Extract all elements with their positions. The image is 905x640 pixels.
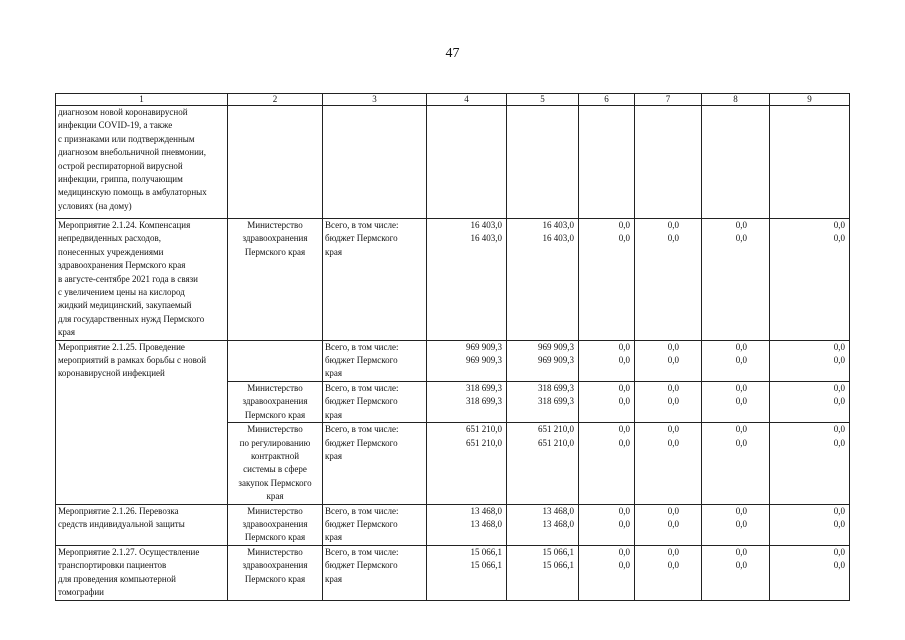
value-col9	[770, 219, 850, 341]
funding-source-cell	[323, 545, 427, 600]
cell-text-line: Пермского края	[244, 532, 306, 543]
empty-cell	[702, 106, 770, 219]
cell-text-line: 0,0	[833, 341, 845, 352]
value-col4	[427, 504, 507, 545]
cell-text-line: 969 909,3	[466, 355, 502, 366]
cell-text-line: 0,0	[735, 560, 747, 571]
cell-text-line: 0,0	[667, 546, 679, 557]
cell-text-line: 13 468,0	[470, 518, 502, 529]
measure-name-cell	[56, 545, 228, 600]
cell-text-line: Пермского края	[244, 246, 306, 257]
cell-text-line: 0,0	[833, 437, 845, 448]
budget-table	[55, 93, 850, 601]
cell-text-line: 0,0	[833, 518, 845, 529]
value-col8	[702, 340, 770, 381]
cell-text-line: 0,0	[618, 424, 630, 435]
value-col9	[770, 381, 850, 422]
cell-text-line: Министерство	[247, 220, 303, 230]
cell-text-line: 0,0	[735, 546, 747, 557]
value-col9	[770, 340, 850, 381]
cell-text-line: Всего, в том числе:	[325, 546, 399, 557]
cell-text-line: здравоохранения	[242, 396, 308, 407]
cell-text-line: Министерство	[247, 505, 303, 516]
cell-text-line: 969 909,3	[538, 355, 574, 366]
cell-text-line: бюджет Пермского	[325, 233, 398, 244]
value-col4	[427, 381, 507, 422]
value-col7	[635, 504, 702, 545]
cell-text-line: 0,0	[667, 382, 679, 393]
cell-text-line: 651 210,0	[466, 437, 502, 448]
cell-text-line: 0,0	[833, 382, 845, 393]
cell-text-line: бюджет Пермского	[325, 518, 398, 529]
header-cell: 4	[427, 94, 507, 106]
cell-text-line: 318 699,3	[466, 382, 502, 393]
cell-text-line: Министерство	[247, 382, 303, 393]
value-col6	[579, 381, 635, 422]
cell-text-line: края	[325, 450, 343, 461]
cell-text-line: контрактной	[250, 450, 300, 461]
cell-text-line: 0,0	[618, 233, 630, 244]
funding-source-cell	[323, 340, 427, 381]
empty-cell	[770, 106, 850, 219]
cell-text-line: средств индивидуальной защиты	[58, 518, 185, 529]
cell-text-line: 0,0	[667, 505, 679, 516]
value-col4	[427, 423, 507, 504]
cell-text-line: 0,0	[833, 233, 845, 244]
cell-text-line: медицинскую помощь в амбулаторных	[58, 187, 207, 198]
cell-text-line: здравоохранения	[242, 233, 308, 244]
cell-text-line: 0,0	[735, 396, 747, 407]
cell-text-line: 15 066,1	[542, 560, 574, 571]
cell-text-line: 0,0	[735, 505, 747, 516]
value-col6	[579, 423, 635, 504]
cell-text-line: 16 403,0	[470, 233, 502, 244]
header-cell: 8	[702, 94, 770, 106]
empty-cell	[228, 106, 323, 219]
cell-text-line: Министерство	[247, 424, 303, 435]
cell-text-line: Пермского края	[244, 409, 306, 420]
cell-text-line: непредвиденных расходов,	[58, 233, 161, 244]
cell-text-line: 0,0	[735, 355, 747, 366]
cell-text-line: 0,0	[667, 560, 679, 571]
header-cell: 3	[323, 94, 427, 106]
cell-text-line: 0,0	[667, 233, 679, 244]
empty-cell	[635, 106, 702, 219]
cell-text-line: 0,0	[735, 220, 747, 230]
cell-text-line: 0,0	[833, 424, 845, 435]
value-col7	[635, 423, 702, 504]
cell-text-line: 0,0	[735, 518, 747, 529]
cell-text-line: края	[325, 246, 343, 257]
value-col4	[427, 545, 507, 600]
cell-text-line: 0,0	[618, 518, 630, 529]
executor-cell	[228, 504, 323, 545]
cell-text-line: бюджет Пермского	[325, 437, 398, 448]
measure-name-cell	[56, 504, 228, 545]
header-cell: 7	[635, 94, 702, 106]
cell-text-line: с увеличением цены на кислород	[58, 287, 185, 298]
cell-text-line: Мероприятие 2.1.26. Перевозка	[58, 505, 179, 516]
table-row	[56, 545, 850, 600]
cell-text-line: 15 066,1	[542, 546, 574, 557]
executor-cell	[228, 340, 323, 381]
cell-text-line: здравоохранения	[242, 560, 308, 571]
cell-text-line: 15 066,1	[470, 546, 502, 557]
funding-source-cell	[323, 381, 427, 422]
cell-text-line: Всего, в том числе:	[325, 341, 399, 352]
cell-text-line: Мероприятие 2.1.27. Осуществление	[58, 546, 200, 557]
cell-text-line: 0,0	[667, 341, 679, 352]
cell-text-line: томографии	[58, 586, 104, 597]
cell-text-line: 0,0	[618, 560, 630, 571]
cell-text-line: инфекции, гриппа, получающим	[58, 174, 183, 185]
cell-text-line: по регулированию	[239, 437, 311, 448]
cell-text-line: Всего, в том числе:	[325, 505, 399, 516]
cell-text-line: 0,0	[667, 396, 679, 407]
cell-text-line: 16 403,0	[470, 220, 502, 230]
value-col8	[702, 219, 770, 341]
cell-text-line: 0,0	[667, 424, 679, 435]
cell-text-line: острой респираторной вирусной	[58, 160, 183, 171]
value-col9	[770, 423, 850, 504]
table-row	[56, 504, 850, 545]
value-col7	[635, 340, 702, 381]
value-col8	[702, 545, 770, 600]
cell-text-line: в августе-сентябре 2021 года в связи	[58, 273, 198, 284]
cell-text-line: 0,0	[833, 505, 845, 516]
value-col7	[635, 545, 702, 600]
cell-text-line: бюджет Пермского	[325, 560, 398, 571]
cell-text-line: 969 909,3	[466, 341, 502, 352]
header-cell: 1	[56, 94, 228, 106]
cell-text-line: мероприятий в рамках борьбы с новой	[58, 355, 207, 366]
cell-text-line: здравоохранения Пермского края	[58, 260, 186, 271]
cell-text-line: понесенных учреждениями	[58, 246, 164, 257]
cell-text-line: Всего, в том числе:	[325, 382, 399, 393]
cell-text-line: 0,0	[618, 355, 630, 366]
cell-text-line: 969 909,3	[538, 341, 574, 352]
cell-text-line: коронавирусной инфекцией	[58, 368, 165, 379]
cell-text-line: закупок Пермского	[238, 477, 312, 488]
cell-text-line: Всего, в том числе:	[325, 220, 399, 230]
cell-text-line: 318 699,3	[466, 396, 502, 407]
empty-cell	[507, 106, 579, 219]
cell-text-line: 0,0	[833, 396, 845, 407]
cell-text-line: 651 210,0	[538, 424, 574, 435]
cell-text-line: 0,0	[667, 518, 679, 529]
cell-text-line: Всего, в том числе:	[325, 424, 399, 435]
value-col9	[770, 504, 850, 545]
funding-source-cell	[323, 423, 427, 504]
header-cell: 9	[770, 94, 850, 106]
table-row	[56, 219, 850, 341]
cell-text-line: инфекции COVID-19, а также	[58, 120, 173, 131]
cell-text-line: 651 210,0	[466, 424, 502, 435]
page-number: 47	[445, 46, 460, 61]
cell-text-line: Мероприятие 2.1.25. Проведение	[58, 341, 185, 352]
empty-cell	[323, 106, 427, 219]
cell-text-line: края	[266, 491, 284, 502]
cell-text-line: Пермского края	[244, 573, 306, 584]
header-cell: 6	[579, 94, 635, 106]
cell-text-line: диагнозом новой коронавирусной	[58, 107, 188, 117]
value-col8	[702, 504, 770, 545]
executor-cell	[228, 381, 323, 422]
cell-text-line: края	[325, 532, 343, 543]
cell-text-line: диагнозом внебольничной пневмонии,	[58, 147, 206, 158]
cell-text-line: для проведения компьютерной	[58, 573, 176, 584]
cell-text-line: 0,0	[735, 233, 747, 244]
cell-text-line: края	[325, 573, 343, 584]
cell-text-line: транспортировки пациентов	[58, 560, 167, 571]
value-col5	[507, 545, 579, 600]
cell-text-line: 0,0	[618, 382, 630, 393]
cell-text-line: 318 699,3	[538, 382, 574, 393]
value-col6	[579, 504, 635, 545]
cell-text-line: 13 468,0	[542, 505, 574, 516]
cell-text-line: 0,0	[618, 341, 630, 352]
value-col5	[507, 504, 579, 545]
cell-text-line: 0,0	[735, 382, 747, 393]
cell-text-line: 13 468,0	[470, 505, 502, 516]
funding-source-cell	[323, 219, 427, 341]
value-col7	[635, 219, 702, 341]
cell-text-line: 0,0	[618, 437, 630, 448]
cell-text-line: 13 468,0	[542, 518, 574, 529]
cell-text-line: 651 210,0	[538, 437, 574, 448]
header-cell: 5	[507, 94, 579, 106]
funding-source-cell	[323, 504, 427, 545]
cell-text-line: 16 403,0	[542, 220, 574, 230]
header-cell: 2	[228, 94, 323, 106]
measure-name-cell	[56, 340, 228, 504]
cell-text-line: 0,0	[833, 546, 845, 557]
cell-text-line: бюджет Пермского	[325, 355, 398, 366]
table-row	[56, 340, 850, 381]
cell-text-line: 16 403,0	[542, 233, 574, 244]
cell-text-line: Министерство	[247, 546, 303, 557]
value-col6	[579, 545, 635, 600]
header-row	[56, 94, 850, 106]
cell-text-line: 0,0	[833, 220, 845, 230]
cell-text-line: 0,0	[735, 424, 747, 435]
cell-text-line: 0,0	[618, 220, 630, 230]
value-col5	[507, 381, 579, 422]
cell-text-line: жидкий медицинский, закупаемый	[58, 300, 192, 311]
cell-text-line: Мероприятие 2.1.24. Компенсация	[58, 220, 191, 230]
executor-cell	[228, 545, 323, 600]
value-col4	[427, 340, 507, 381]
cell-text-line: 0,0	[618, 505, 630, 516]
cell-text-line: 0,0	[833, 355, 845, 366]
cell-text-line: края	[325, 368, 343, 379]
measure-name-cell	[56, 219, 228, 341]
value-col8	[702, 381, 770, 422]
cell-text-line: 0,0	[618, 546, 630, 557]
value-col6	[579, 219, 635, 341]
cell-text-line: 318 699,3	[538, 396, 574, 407]
continuation-text-cell	[56, 106, 228, 219]
cell-text-line: края	[325, 409, 343, 420]
cell-text-line: 0,0	[618, 396, 630, 407]
cell-text-line: 0,0	[735, 341, 747, 352]
value-col7	[635, 381, 702, 422]
cell-text-line: 15 066,1	[470, 560, 502, 571]
cell-text-line: 0,0	[667, 355, 679, 366]
cell-text-line: края	[58, 327, 76, 338]
cell-text-line: 0,0	[667, 437, 679, 448]
cell-text-line: условиях (на дому)	[58, 200, 132, 211]
value-col5	[507, 423, 579, 504]
cell-text-line: 0,0	[667, 220, 679, 230]
executor-cell	[228, 219, 323, 341]
executor-cell	[228, 423, 323, 504]
empty-cell	[579, 106, 635, 219]
value-col9	[770, 545, 850, 600]
value-col4	[427, 219, 507, 341]
empty-cell	[427, 106, 507, 219]
cell-text-line: 0,0	[735, 437, 747, 448]
value-col5	[507, 340, 579, 381]
value-col8	[702, 423, 770, 504]
cell-text-line: 0,0	[833, 560, 845, 571]
cell-text-line: бюджет Пермского	[325, 396, 398, 407]
value-col5	[507, 219, 579, 341]
value-col6	[579, 340, 635, 381]
continuation-row	[56, 106, 850, 219]
cell-text-line: для государственных нужд Пермского	[58, 313, 205, 324]
cell-text-line: с признаками или подтвержденным	[58, 133, 195, 144]
cell-text-line: системы в сфере	[243, 464, 307, 475]
cell-text-line: здравоохранения	[242, 518, 308, 529]
